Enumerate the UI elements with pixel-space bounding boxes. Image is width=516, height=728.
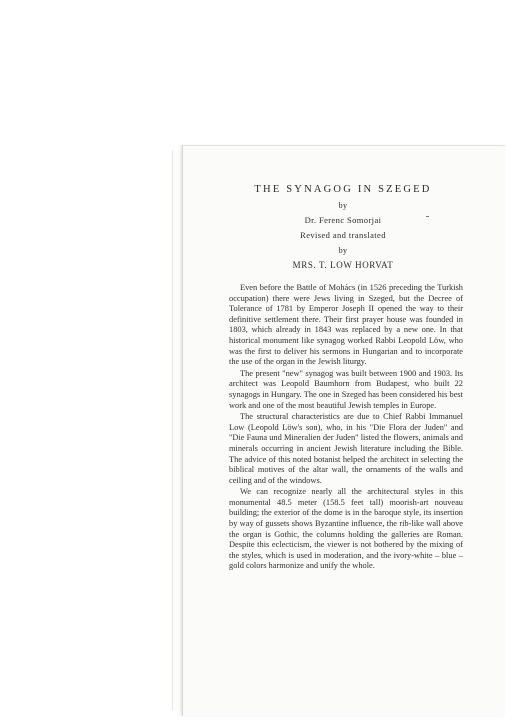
author-name: Dr. Ferenc Somorjai [304, 215, 382, 225]
translator-name: MRS. T. LOW HORVAT [292, 260, 394, 270]
paragraph: The present "new" synagog was built between 1900 and 1903. Its architect was Leopold Baumhorn from Budapest, who built 22 synagogs in Hungary. The one in Szeged has been considered his best work and one of the most beautiful Jewish temples in Europe. [229, 368, 463, 410]
paragraph: The structural characteristics are due to Chief Rabbi Immanuel Low (Leopold Löw's son), who, in his "Die Flora der Juden" and "Die Fauna und Mineralien der Juden" listed the flowers, animals and minerals occurring in ancient Jewish literature including the Bible. The advice of this noted botanist helped the architect in selecting the biblical motives of the altar wall, the ornaments of the walls and ceiling and of the windows. [229, 412, 463, 485]
document-header [182, 183, 504, 271]
revised-note: Revised and translated [300, 230, 386, 240]
document-body [229, 283, 463, 573]
paragraph: We can recognize nearly all the architectural styles in this monumental 48.5 meter (158.5 feet tall) moorish-art nouveau building; the exterior of the dome is in the baroque style, its insertion by way of gussets shows Byzantine influence, the rib-like wall above the organ is Gothic, the columns holding the galleries are Roman. Despite this eclecticism, the viewer is not bothered by the mixing of the styles, which is used in moderation, and the ivory-white – blue – gold colors harmonize and unify the whole. [229, 487, 463, 571]
paragraph: Even before the Battle of Mohács (in 1526 preceding the Turkish occupation) there were Jews living in Szeged, but the Decree of Tolerance of 1781 by Emperor Joseph II opened the way to their definitive settlement there. Their first prayer house was founded in 1803, which already in 1843 was replaced by a new one. In that historical monument like synagog worked Rabbi Leopold Löw, who was the first to deliver his sermons in Hungarian and to incorporate the use of the organ in the Jewish liturgy. [229, 283, 463, 367]
byline-by-translator: by [338, 246, 348, 255]
document-title: THE SYNAGOG IN SZEGED [254, 184, 432, 195]
byline-by: by [338, 201, 348, 210]
